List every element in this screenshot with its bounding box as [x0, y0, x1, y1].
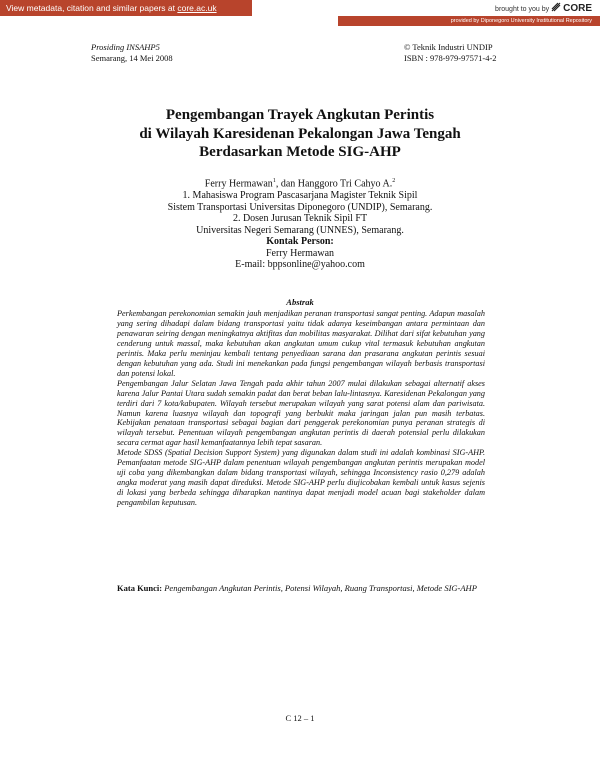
page-number: C 12 – 1 — [285, 713, 315, 723]
affiliation-2-line-1: 2. Dosen Jurusan Teknik Sipil FT — [232, 213, 368, 225]
contact-name: Ferry Hermawan — [265, 247, 335, 259]
title-line-1: Pengembangan Trayek Angkutan Perintis — [165, 107, 435, 123]
affiliation-1-line-1: 1. Mahasiswa Program Pascasarjana Magister Teknik Sipil — [182, 189, 418, 201]
title-line-2: di Wilayah Karesidenan Pekalongan Jawa Tengah — [139, 125, 461, 142]
abstract-body — [117, 309, 485, 508]
author-line — [0, 176, 600, 190]
core-logo-icon — [551, 2, 561, 12]
author-1: Ferry Hermawan — [204, 178, 273, 190]
isbn-line: ISBN : 978-979-97571-4-2 — [404, 53, 497, 63]
author-2: , dan Hanggoro Tri Cahyo A. — [275, 178, 393, 190]
core-link[interactable]: core.ac.uk — [177, 3, 217, 13]
contact-email: E-mail: bppsonline@yahoo.com — [235, 259, 365, 271]
abstract-heading: Abstrak — [286, 297, 314, 307]
abstract-paragraph-1: Perkembangan perekonomian semakin jauh menjadikan peranan transportasi sangat penting. Adapun masalah yang sering dihadapi dalam bidang transportasi yaitu tidak adanya keseimbangan antara permintaan dan penawaran seiring dengan meningkatnya aktifitas dan mobilitas masyarakat. Dilihat dari sifat kebutuhan yang cenderung untuk massal, maka kebutuhan akan angkutan umum cukup vital termasuk kebutuhan angkutan perintis. Maka perlu meninjau kembali tentang penyediaan sarana dan prasarana angkutan perintis sesuai dengan kebutuhan yang ada. Studi ini menekankan pada fungsi pengembangan wilayah berbasis transportasi dan potensi lokal. — [117, 309, 485, 378]
title-line-3: Berdasarkan Metode SIG-AHP — [199, 144, 401, 160]
proceedings-header-left — [91, 42, 173, 64]
proceedings-header-right — [404, 42, 497, 64]
metadata-link-bar[interactable] — [0, 0, 252, 16]
author-1-mark: 1 — [272, 178, 276, 184]
proceedings-name: Prosiding INSAHP5 — [91, 42, 160, 52]
proceedings-date: Semarang, 14 Mei 2008 — [91, 53, 173, 63]
author-2-mark: 2 — [392, 178, 396, 184]
contact-label: Kontak Person: — [266, 236, 334, 248]
affiliation-2-line-2: Universitas Negeri Semarang (UNNES), Semarang. — [196, 224, 404, 236]
author-block — [0, 176, 600, 271]
metadata-link-prefix: View metadata, citation and similar papers at — [6, 3, 178, 13]
core-banner — [0, 0, 600, 26]
paper-title — [0, 106, 600, 162]
affiliation-1-line-2: Sistem Transportasi Universitas Diponegoro (UNDIP), Semarang. — [167, 201, 433, 213]
abstract-paragraph-2: Pengembangan Jalur Selatan Jawa Tengah pada akhir tahun 2007 mulai dilakukan sebagai alternatif akses karena Jalur Pantai Utara sudah semakin padat dan berat beban lalu-lintasnya. Karesidenan Pekalongan yang terdiri dari 7 kota/kabupaten. Wilayah tersebut merupakan wilayah yang sarat potensi alam dan pariwisata. Namun karena luasnya wilayah dan topografi yang berbukit maka jaringan jalan pun masih terbatas. Kebijakan penataan transportasi sebagai bagian dari penggerak perekonomian punya peranan strategis di wilayah tersebut. Penentuan wilayah pengembangan angkutan perintis di daerah potensial perlu dilakukan secara cermat agar hasil kemanfaatannya lebih tepat sasaran. — [117, 378, 485, 448]
copyright-line: © Teknik Industri UNDIP — [404, 42, 493, 52]
brought-by-text: brought to you by — [495, 6, 550, 13]
abstract-paragraph-3: Metode SDSS (Spatial Decision Support System) yang digunakan dalam studi ini adalah kombinasi SIG-AHP. Pemanfaatan metode SIG-AHP dalam penentuan wilayah pengembangan angkutan perintis merupakan model uji coba yang dikembangkan dalam bidang transportasi wilayah, sehingga Inconsistency rasio 0,279 adalah angka moderat yang masih dapat direduksi. Metode SIG-AHP perlu diujicobakan kembali untuk kasus sejenis di lokasi yang berbeda sehingga diharapkan nantinya dapat menjadi model acuan bagi stakeholder dalam pengambilan keputusan. — [117, 448, 485, 508]
core-brand-name: CORE — [563, 3, 592, 14]
provided-by-bar: provided by Diponegoro University Institutional Repository — [338, 16, 600, 26]
keywords — [117, 583, 485, 594]
keywords-label: Kata Kunci: — [117, 583, 163, 593]
core-brand[interactable] — [495, 2, 592, 14]
keywords-value: Pengembangan Angkutan Perintis, Potensi Wilayah, Ruang Transportasi, Metode SIG-AHP — [162, 583, 477, 593]
